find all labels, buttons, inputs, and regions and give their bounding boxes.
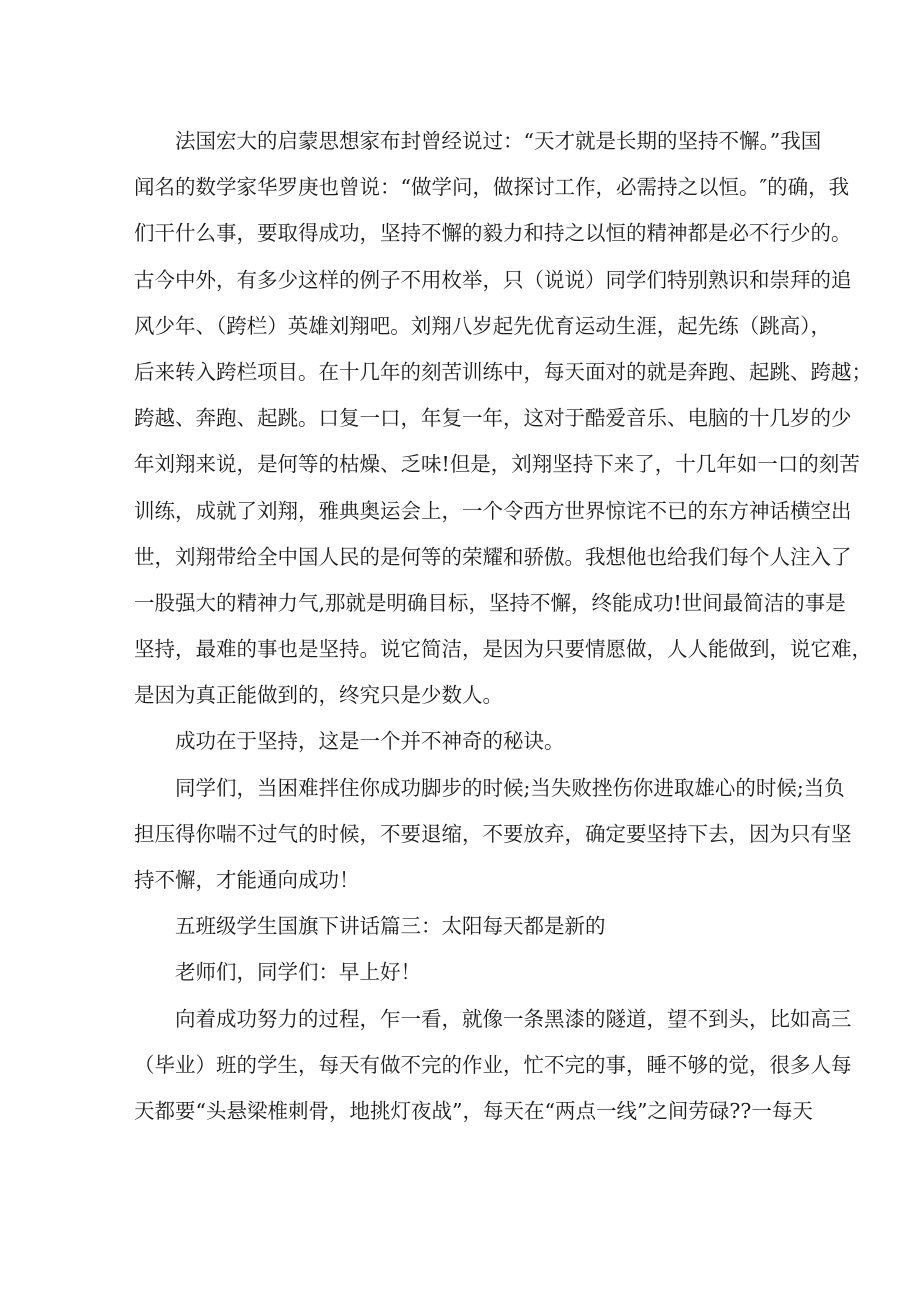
text-line: 古今中外，有多少这样的例子不用枚举，只（说说）同学们特别熟识和崇拜的追 [134, 267, 852, 292]
text-line: 天都要“头悬梁椎刺骨，地挑灯夜战”，每天在“两点一线”之间劳碌??一每天 [134, 1098, 813, 1123]
text-line: 闻名的数学家华罗庚也曾说：“做学问，做探讨工作，必需持之以恒。″的确，我 [134, 175, 850, 200]
text-line: 训练，成就了刘翔，雅典奥运会上，一个令西方世界惊诧不已的东方神话横空出 [134, 498, 852, 523]
text-line: 是因为真正能做到的，终究只是少数人。 [134, 683, 503, 708]
text-line: 法国宏大的启蒙思想家布封曾经说过：“天才就是长期的坚持不懈。”我国 [175, 129, 822, 153]
text-line: 风少年、（跨栏）英雄刘翔吧。刘翔八岁起先优育运动生涯，起先练（跳高）， [134, 313, 831, 338]
text-line: 成功在于坚持，这是一个并不神奇的秘诀。 [175, 729, 565, 754]
section-heading: 五班级学生国旗下讲话篇三：太阳每天都是新的 [175, 914, 606, 939]
text-line: 一股强大的精神力气,那就是明确目标，坚持不懈，终能成功!世间最简洁的事是 [134, 590, 846, 615]
greeting-line: 老师们，同学们：早上好！ [175, 960, 421, 985]
text-line: （毕业）班的学生，每天有做不完的作业，忙不完的事，睡不够的觉，很多人每 [134, 1052, 852, 1077]
text-line: 跨越、奔跑、起跳。口复一口，年复一年，这对于酷爱音乐、电脑的十几岁的少 [134, 406, 852, 431]
text-line: 向着成功努力的过程，乍一看，就像一条黑漆的隧道，望不到头，比如高三 [175, 1006, 852, 1031]
document-body [134, 118, 872, 1134]
text-line: 年刘翔来说，是何等的枯燥、乏味!但是，刘翔坚持下来了，十几年如一口的刻苦 [134, 452, 860, 477]
text-line: 持不懈，才能通向成功！ [134, 868, 360, 892]
text-line: 世，刘翔带给全中国人民的是何等的荣耀和骄傲。我想他也给我们每个人注入了 [134, 544, 852, 569]
text-line: 同学们，当困难拌住你成功脚步的时候;当失败挫伤你进取雄心的时候;当负 [175, 775, 845, 800]
text-line: 后来转入跨栏项目。在十几年的刻苦训练中，每天面对的就是奔跑、起跳、跨越； [134, 359, 872, 384]
text-line: 们干什么事，要取得成功，坚持不懈的毅力和持之以恒的精神都是必不行少的。 [134, 221, 852, 246]
text-line: 担压得你喘不过气的时候，不要退缩，不要放弃，确定要坚持下去，因为只有坚 [134, 821, 852, 846]
text-line: 坚持，最难的事也是坚持。说它简洁，是因为只要情愿做，人人能做到，说它难， [134, 637, 872, 662]
